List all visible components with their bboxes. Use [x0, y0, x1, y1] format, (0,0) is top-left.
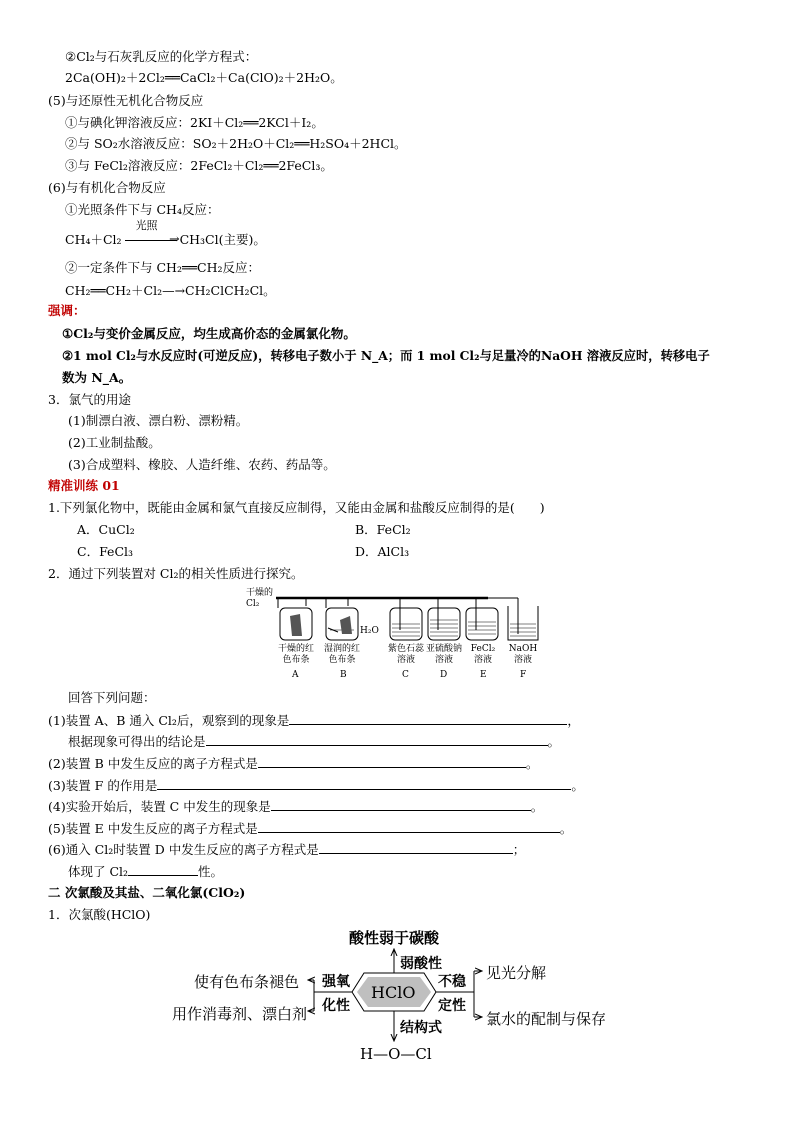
text-line: (2)工业制盐酸。 — [68, 435, 161, 450]
text-line: 1．次氯酸(HClO) — [48, 907, 151, 922]
question-part: (4)实验开始后，装置 C 中发生的现象是 。 — [48, 799, 544, 814]
text-line: ①与碘化钾溶液反应：2KI＋Cl₂══2KCl＋I₂。 — [65, 115, 324, 130]
light-arrow: 光照 → — [122, 232, 180, 248]
letter-e: E — [480, 670, 487, 680]
apparatus-drawing — [240, 586, 550, 686]
letter-f: F — [520, 670, 527, 680]
reaction-line — [65, 219, 266, 248]
water-label: H₂O — [360, 626, 379, 636]
part-text: 体现了 Cl₂ — [68, 864, 129, 879]
text-line: ③与 FeCl₂溶液反应：2FeCl₂＋Cl₂══2FeCl₃。 — [65, 158, 333, 173]
text-line: (1)制漂白液、漂白粉、漂粉精。 — [68, 413, 249, 428]
section-title: 二 次氯酸及其盐、二氧化氯(ClO₂) — [48, 885, 246, 900]
unstable-label-2: 定性 — [438, 998, 466, 1014]
text-line: CH₂══CH₂＋Cl₂—→CH₂ClCH₂Cl。 — [65, 283, 276, 298]
answer-blank[interactable] — [258, 820, 560, 833]
text-line: (6)与有机化合物反应 — [48, 180, 166, 195]
letter-c: C — [402, 670, 409, 680]
weak-acid-label: 弱酸性 — [400, 956, 442, 972]
hclo-diagram — [160, 925, 640, 1070]
oxidizing-label-2: 化性 — [322, 998, 350, 1014]
question-part: 根据现象可得出的结论是 。 — [68, 734, 561, 749]
text-line: (3)合成塑料、橡胶、人造纤维、农药、药品等。 — [68, 457, 336, 472]
answer-blank[interactable] — [157, 777, 571, 790]
text-line: ②Cl₂与石灰乳反应的化学方程式： — [65, 49, 258, 64]
structure-label: 结构式 — [400, 1020, 442, 1036]
question-part: (2)装置 B 中发生反应的离子方程式是 。 — [48, 756, 539, 771]
text-line: ②一定条件下与 CH₂══CH₂反应： — [65, 260, 260, 275]
option-b: B．FeCl₂ — [355, 522, 411, 537]
section-heading: 精准训练 01 — [48, 478, 120, 493]
bottle-a-label: 干燥的红色布条 — [277, 644, 314, 665]
unstable-label-1: 不稳 — [438, 974, 466, 990]
reactants: CH₄＋Cl₂ — [65, 232, 122, 247]
text-line: (5)与还原性无机化合物反应 — [48, 93, 204, 108]
emphasis-line: 数为 N_A。 — [62, 370, 132, 385]
part-text: (4)实验开始后，装置 C 中发生的现象是 — [48, 799, 271, 814]
letter-b: B — [340, 670, 347, 680]
part-text: (3)装置 F 的作用是 — [48, 778, 158, 793]
bottle-c-label: 紫色石蕊溶液 — [387, 644, 424, 665]
answer-blank[interactable] — [319, 841, 513, 854]
arrow-condition: 光照 — [135, 219, 158, 232]
question-part: (1)装置 A、B 通入 Cl₂后，观察到的现象是 ， — [48, 713, 580, 728]
question-part — [68, 863, 223, 880]
question-part: (3)装置 F 的作用是 。 — [48, 778, 584, 793]
oxidizing-label-1: 强氧 — [322, 974, 350, 990]
right-result-2: 氯水的配制与保存 — [486, 1010, 607, 1028]
question-2: 2．通过下列装置对 Cl₂的相关性质进行探究。 — [48, 566, 304, 581]
text-line: ②与 SO₂水溶液反应：SO₂＋2H₂O＋Cl₂══H₂SO₄＋2HCl。 — [65, 136, 407, 151]
bottle-e-label: FeCl₂溶液 — [470, 644, 496, 665]
text-line: 2Ca(OH)₂＋2Cl₂══CaCl₂＋Ca(ClO)₂＋2H₂O。 — [65, 70, 343, 85]
part-text: (6)通入 Cl₂时装置 D 中发生反应的离子方程式是 — [48, 842, 319, 857]
option-c: C．FeCl₃ — [77, 544, 134, 559]
bottle-b-label: 湿润的红色布条 — [323, 644, 360, 665]
part-text: (2)装置 B 中发生反应的离子方程式是 — [48, 756, 258, 771]
left-result-1: 使有色布条褪色 — [194, 973, 300, 991]
letter-d: D — [440, 670, 448, 680]
emphasis-line: ①Cl₂与变价金属反应，均生成高价态的金属氯化物。 — [62, 326, 356, 341]
text-line: 3．氯气的用途 — [48, 392, 131, 407]
answer-blank[interactable] — [258, 755, 526, 768]
right-result-1: 见光分解 — [486, 964, 547, 982]
answer-blank[interactable] — [206, 733, 548, 746]
gas-inlet-label: 干燥的Cl₂ — [246, 588, 274, 609]
answer-blank[interactable] — [128, 863, 198, 876]
text-line: ①光照条件下与 CH₄反应： — [65, 202, 220, 217]
answer-blank[interactable] — [289, 712, 567, 725]
emphasis-line: ②1 mol Cl₂与水反应时(可逆反应)，转移电子数小于 N_A；而 1 mol Cl₂与足量冷的NaOH 溶液反应时，转移电子 — [62, 348, 710, 363]
emphasis-heading: 强调： — [48, 303, 86, 318]
question-1: 1.下列氯化物中，既能由金属和氯气直接反应制得，又能由金属和盐酸反应制得的是( ) — [48, 500, 545, 515]
question-part: (5)装置 E 中发生反应的离子方程式是 。 — [48, 821, 573, 836]
part-text: 性。 — [198, 864, 224, 879]
left-result-2: 用作消毒剂、漂白剂 — [172, 1005, 308, 1023]
answer-blank[interactable] — [271, 798, 531, 811]
part-text: (5)装置 E 中发生反应的离子方程式是 — [48, 821, 258, 836]
center-hclo: HClO — [371, 983, 416, 1002]
option-a: A．CuCl₂ — [77, 522, 135, 537]
option-d: D．AlCl₃ — [355, 544, 410, 559]
question-part: (6)通入 Cl₂时装置 D 中发生反应的离子方程式是 ； — [48, 842, 526, 857]
part-text: (1)装置 A、B 通入 Cl₂后，观察到的现象是 — [48, 713, 290, 728]
top-label: 酸性弱于碳酸 — [349, 929, 440, 947]
apparatus-figure — [240, 586, 550, 686]
bottle-d-label: 亚硫酸钠溶液 — [425, 644, 462, 665]
structural-formula: H—O—Cl — [360, 1045, 432, 1063]
text-line: 回答下列问题： — [68, 690, 156, 705]
product: CH₃Cl(主要)。 — [179, 232, 266, 247]
part-text: 根据现象可得出的结论是 — [68, 734, 206, 749]
letter-a: A — [292, 670, 299, 680]
beaker-f-label: NaOH溶液 — [508, 644, 538, 665]
